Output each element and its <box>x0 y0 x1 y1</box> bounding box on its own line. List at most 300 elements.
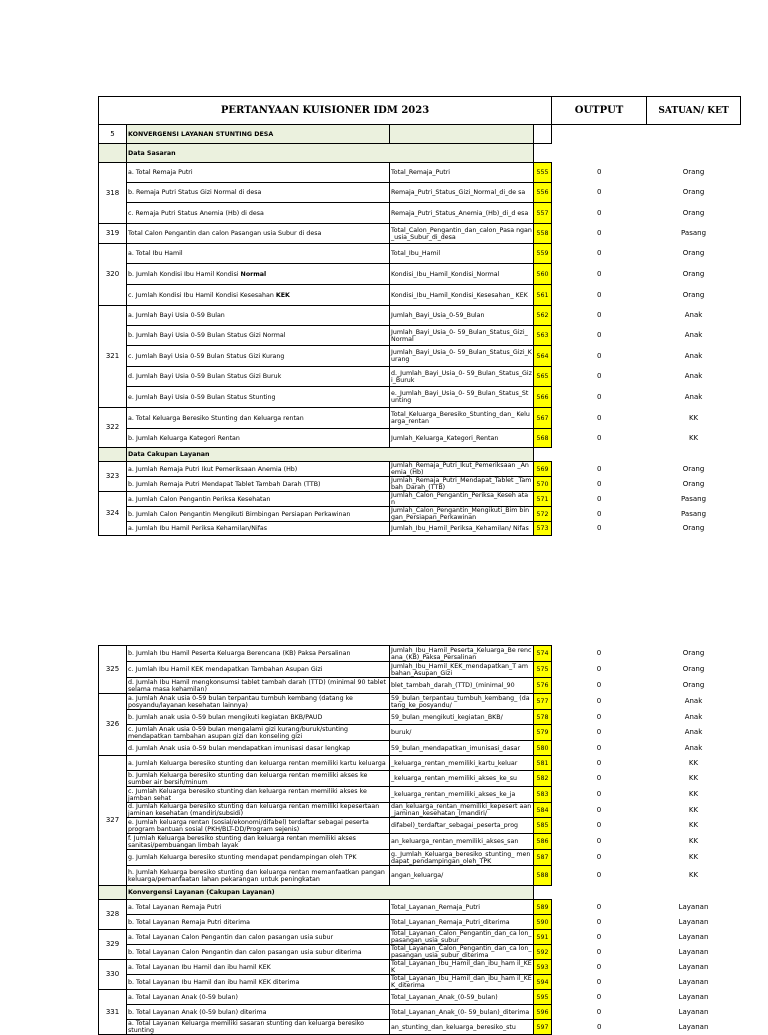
variable-name: Remaja_Putri_Status_Anemia_(Hb)_di_d esa <box>390 203 534 224</box>
unit-label: Layanan <box>678 992 709 1001</box>
output-value: 0 <box>596 853 602 861</box>
question-text <box>127 960 390 975</box>
table-row <box>99 1020 741 1035</box>
question-text <box>127 834 390 850</box>
question-label: f. Jumlah Keluarga beresiko stunting dan keluarga rentan memiliki akses sanitasi/pembuangan limbah layak <box>128 834 356 849</box>
unit-label: Anak <box>684 743 703 752</box>
question-text <box>127 850 390 866</box>
unit-label: KK <box>688 758 699 767</box>
table-row <box>99 756 741 771</box>
output-value: 0 <box>596 871 602 879</box>
questionnaire-table-bottom <box>98 645 741 1035</box>
variable-name: _keluarga_rentan_memiliki_akses_ke_su <box>390 771 534 787</box>
table-row <box>99 850 741 866</box>
variable-name: Jumlah_Calon_Pengantin_Periksa_Keseh atan <box>390 492 534 507</box>
variable-name: Jumlah_Remaja_Putri_Ikut_Pemeriksaan _Anemia_(Hb) <box>390 462 534 477</box>
variable-name: Total_Keluarga_Beresiko_Stunting_dan_ Keluarga_rentan <box>390 408 534 429</box>
table-row <box>99 945 741 960</box>
subsection-number-cell <box>99 448 127 462</box>
section-title-var-cell <box>390 125 534 144</box>
question-text <box>127 646 390 662</box>
field-code: 588 <box>534 866 552 886</box>
output-value: 0 <box>597 269 602 278</box>
question-text <box>127 975 390 990</box>
question-label: b. Jumlah Bayi Usia 0-59 Bulan Status Gizi Normal <box>128 332 286 339</box>
table-row <box>99 710 741 725</box>
question-label: b. Jumlah Calon Pengantin Mengikuti Bimbingan Persiapan Perkawinan <box>128 510 351 518</box>
field-code: 596 <box>534 1005 552 1020</box>
unit-label: Anak <box>684 331 703 339</box>
field-code: 574 <box>534 646 552 662</box>
subsection-output-cell <box>552 448 647 462</box>
field-code: 572 <box>534 507 552 522</box>
unit-label: Orang <box>682 249 705 257</box>
variable-name: Jumlah_Calon_Pengantin_Mengikuti_Bim bingan_Persiapan_Perkawinan <box>390 507 534 522</box>
variable-name: 59_bulan_mendapatkan_imunisasi_dasar <box>390 741 534 756</box>
question-label: a. Jumlah Keluarga beresiko stunting dan keluarga rentan memiliki kartu keluarga <box>128 759 386 767</box>
question-label: a. Total Layanan Ibu Hamil dan ibu hamil KEK <box>128 963 271 971</box>
table-row <box>99 678 741 694</box>
subsection-title: Konvergensi Layanan (Cakupan Layanan) <box>127 886 534 900</box>
question-text <box>127 224 390 244</box>
question-label: e. Jumlah Bayi Usia 0-59 Bulan Status Stunting <box>128 393 276 401</box>
question-label: c. Remaja Putri Status Anemia (Hb) di desa <box>128 209 264 217</box>
field-code: 580 <box>534 741 552 756</box>
subsection-output-cell <box>552 886 647 900</box>
variable-name: Total_Layanan_Anak_(0- 59_bulan)_diterima <box>390 1005 534 1020</box>
question-text <box>127 725 390 741</box>
field-code: 569 <box>534 462 552 477</box>
variable-name: Jumlah_Bayi_Usia_0-59_Bulan <box>390 306 534 326</box>
subsection-code-cell <box>534 448 552 462</box>
question-text <box>127 462 390 477</box>
output-value: 0 <box>597 168 602 176</box>
output-value: 0 <box>597 249 602 257</box>
field-code: 557 <box>534 203 552 224</box>
unit-label: Pasang <box>681 494 707 503</box>
question-text <box>127 507 390 522</box>
unit-label: Orang <box>682 188 705 196</box>
unit-label: Orang <box>682 269 705 278</box>
table-row <box>99 990 741 1005</box>
unit-label: KK <box>688 433 699 442</box>
table-row <box>99 694 741 710</box>
question-text <box>127 326 390 346</box>
table-row <box>99 492 741 507</box>
question-label: a. Total Ibu Hamil <box>128 250 183 257</box>
output-value: 0 <box>596 947 602 956</box>
question-label: a. Jumlah Calon Pengantin Periksa Kesehatan <box>128 495 271 503</box>
question-text <box>127 900 390 915</box>
output-value: 0 <box>597 479 602 488</box>
table-row <box>99 203 741 224</box>
variable-name: angan_keluarga/ <box>390 866 534 886</box>
output-value: 0 <box>596 790 602 798</box>
field-code: 562 <box>534 306 552 326</box>
variable-name: an_stunting_dan_keluarga_beresiko_stu <box>390 1020 534 1035</box>
question-label: b. Total Layanan Remaja Putri diterima <box>128 918 250 926</box>
question-label: a. Total Layanan Remaja Putri <box>128 903 222 911</box>
variable-name: Total_Layanan_Ibu_Hamil_dan_ibu_ham il_KEK <box>391 960 532 974</box>
question-label: b. Total Layanan Calon Pengantin dan calon pasangan usia subur diterima <box>128 948 362 956</box>
table-row <box>99 346 741 367</box>
output-value: 0 <box>596 977 602 986</box>
table-row <box>99 462 741 477</box>
field-code: 566 <box>534 387 552 408</box>
subsection-row-data-sasaran <box>99 144 741 163</box>
output-value: 0 <box>597 413 602 422</box>
table-row <box>99 477 741 492</box>
unit-label: Orang <box>682 665 705 673</box>
unit-label: KK <box>688 871 699 879</box>
table-row <box>99 662 741 678</box>
question-label: d. Jumlah Ibu Hamil mengkonsumsi tablet tambah darah (TTD) (minimal 90 tablet selama masa kehamilan) <box>128 678 386 693</box>
output-value: 0 <box>596 962 602 971</box>
field-code: 582 <box>534 771 552 787</box>
output-value: 0 <box>597 372 602 380</box>
question-text <box>127 915 390 930</box>
unit-label: Orang <box>682 168 705 176</box>
subsection-number-cell <box>99 886 127 900</box>
question-number: 318 <box>99 163 127 224</box>
field-code: 565 <box>534 367 552 387</box>
question-text <box>127 367 390 387</box>
question-text <box>127 756 390 771</box>
output-value: 0 <box>596 681 602 689</box>
question-number: 319 <box>99 224 127 244</box>
table-row <box>99 771 741 787</box>
header-output: OUTPUT <box>552 97 647 125</box>
table-row <box>99 930 741 945</box>
question-text <box>127 710 390 725</box>
question-text <box>127 818 390 834</box>
question-text <box>127 387 390 408</box>
output-value: 0 <box>596 697 602 705</box>
variable-name: Jumlah_Ibu_Hamil_KEK_mendapatkan_T ambahan_Asupan_Gizi <box>390 662 534 678</box>
question-label: b. Jumlah Keluarga Kategori Rentan <box>128 434 240 442</box>
output-value: 0 <box>597 311 602 319</box>
output-value: 0 <box>597 509 602 518</box>
variable-name: Total_Layanan_Ibu_Hamil_dan_ibu_ham il_KEK_diterima <box>391 975 532 989</box>
question-text <box>127 1020 390 1035</box>
unit-label: Orang <box>682 464 705 473</box>
variable-name: Total_Layanan_Calon_Pengantin_dan_ca lon_pasangan_usia_subur_diterima <box>391 945 532 959</box>
table-row <box>99 915 741 930</box>
table-row <box>99 1005 741 1020</box>
question-text <box>127 522 390 536</box>
question-number: 331 <box>99 990 127 1035</box>
output-value: 0 <box>596 774 602 782</box>
table-row <box>99 507 741 522</box>
output-value: 0 <box>597 188 602 196</box>
field-code: 570 <box>534 477 552 492</box>
question-label: b. Jumlah Kondisi Ibu Hamil Kondisi <box>128 270 241 278</box>
field-code: 576 <box>534 678 552 694</box>
output-value: 0 <box>597 464 602 473</box>
output-value: 0 <box>596 712 602 721</box>
table-row <box>99 975 741 990</box>
question-label: a. Jumlah Anak usia 0-59 bulan terpantau tumbuh kembang (datang ke posyandu/layanan kesehatan lainnya) <box>128 694 353 709</box>
question-number: 324 <box>99 492 127 536</box>
question-label: a. Jumlah Remaja Putri Ikut Pemeriksaan Anemia (Hb) <box>128 465 298 473</box>
table-row <box>99 408 741 429</box>
question-label: a. Total Keluarga Beresiko Stunting dan Keluarga rentan <box>128 414 304 422</box>
question-label: Total Calon Pengantin dan calon Pasangan usia Subur di desa <box>128 230 322 237</box>
question-emphasis: KEK <box>275 291 290 299</box>
field-code: 594 <box>534 975 552 990</box>
unit-label: Anak <box>684 712 703 721</box>
table-row <box>99 866 741 886</box>
output-value: 0 <box>597 229 602 237</box>
question-number: 325 <box>99 646 127 694</box>
output-value: 0 <box>596 902 602 911</box>
question-text <box>127 741 390 756</box>
question-label: e. Jumlah keluarga rentan (sosial/ekonomi/difabel) terdaftar sebagai peserta program bantuan sosial (PKH/BLT-DD/Program sejenis) <box>128 818 369 833</box>
table-row <box>99 326 741 346</box>
field-code: 586 <box>534 834 552 850</box>
question-label: a. Total Layanan Calon Pengantin dan calon pasangan usia subur <box>128 933 334 941</box>
field-code: 559 <box>534 244 552 264</box>
variable-name: Total_Calon_Pengantin_dan_calon_Pasa ngan_usia_Subur_di_desa <box>390 224 534 244</box>
question-text <box>127 492 390 507</box>
table-row <box>99 285 741 306</box>
field-code: 567 <box>534 408 552 429</box>
questionnaire-sheet-page-1 <box>98 96 740 540</box>
subsection-unit-cell <box>647 886 741 900</box>
variable-name: blet_tambah_darah_(TTD)_(minimal_90 <box>390 678 534 694</box>
table-row <box>99 244 741 264</box>
question-label: a. Jumlah Bayi Usia 0-59 Bulan <box>128 312 225 319</box>
field-code: 563 <box>534 326 552 346</box>
field-code: 585 <box>534 818 552 834</box>
question-text <box>127 285 390 306</box>
question-number: 321 <box>99 306 127 408</box>
unit-label: Layanan <box>678 917 709 926</box>
output-value: 0 <box>596 743 602 752</box>
unit-label: Anak <box>684 392 703 401</box>
output-value: 0 <box>597 351 602 360</box>
question-label: b. Jumlah anak usia 0-59 bulan mengikuti kegiatan BKB/PAUD <box>128 713 323 721</box>
unit-label: KK <box>688 413 699 422</box>
output-value: 0 <box>596 932 602 941</box>
subsection-unit-cell <box>647 448 741 462</box>
question-label: g. Jumlah Keluarga beresiko stunting mendapat pendampingan oleh TPK <box>128 854 357 861</box>
subsection-title: Data Sasaran <box>127 144 534 163</box>
section-title: KONVERGENSI LAYANAN STUNTING DESA <box>127 125 390 144</box>
variable-name: Total_Layanan_Anak_(0-59_bulan) <box>390 990 534 1005</box>
variable-name: Jumlah_Bayi_Usia_0- 59_Bulan_Status_Gizi_Normal <box>390 326 534 346</box>
question-label: a. Total Layanan Anak (0-59 bulan) <box>128 993 238 1001</box>
table-row <box>99 900 741 915</box>
output-value: 0 <box>596 837 602 845</box>
question-label: b. Jumlah Keluarga beresiko stunting dan keluarga rentan memiliki akses ke sumber air bersih/minum <box>128 771 368 786</box>
unit-label: Anak <box>684 697 703 705</box>
variable-name: e._Jumlah_Bayi_Usia_0- 59_Bulan_Status_Stunting <box>390 387 534 408</box>
section-row <box>99 125 741 144</box>
field-code: 578 <box>534 710 552 725</box>
unit-label: Orang <box>682 524 705 532</box>
output-value: 0 <box>596 917 602 926</box>
question-text <box>127 1005 390 1020</box>
header-satuan: SATUAN/ KET <box>647 97 741 125</box>
variable-name: Jumlah_Remaja_Putri_Mendapat_Tablet _Tambah_Darah_(TTB) <box>390 477 534 492</box>
unit-label: Orang <box>682 208 705 217</box>
field-code: 561 <box>534 285 552 306</box>
output-value: 0 <box>597 524 602 532</box>
field-code: 564 <box>534 346 552 367</box>
question-text <box>127 163 390 183</box>
unit-label: KK <box>688 805 699 814</box>
unit-label: Layanan <box>678 1022 709 1031</box>
question-label: a. Total Remaja Putri <box>128 169 193 176</box>
variable-name: Total_Layanan_Remaja_Putri <box>390 900 534 915</box>
variable-name: dan_keluarga_rentan_memiliki_kepesert aan_jaminan_kesehatan_(mandiri/ <box>390 803 534 818</box>
question-label: b. Jumlah Remaja Putri Mendapat Tablet Tambah Darah (TTB) <box>128 480 321 488</box>
question-number: 327 <box>99 756 127 886</box>
table-row <box>99 960 741 975</box>
table-row <box>99 306 741 326</box>
unit-label: Layanan <box>678 947 709 956</box>
table-row <box>99 741 741 756</box>
variable-name: Jumlah_Keluarga_Kategori_Rentan <box>390 429 534 448</box>
table-row <box>99 646 741 662</box>
output-value: 0 <box>596 728 602 736</box>
unit-label: Layanan <box>678 977 709 986</box>
table-row <box>99 429 741 448</box>
variable-name: difabel)_terdaftar_sebagai_peserta_prog <box>390 818 534 834</box>
question-text <box>127 990 390 1005</box>
variable-name: 59_bulan_terpantau_tumbuh_kembang_ (datang_ke_posyandu/ <box>390 694 534 710</box>
question-text <box>127 408 390 429</box>
unit-label: KK <box>688 790 699 798</box>
question-label: h. Jumlah Keluarga beresiko stunting dan keluarga rentan memanfaatkan pangan keluarga/pemanfaatan lahan pekarangan untuk peningkatan <box>128 868 385 883</box>
output-value: 0 <box>596 665 602 673</box>
question-label: d. Jumlah Bayi Usia 0-59 Bulan Status Gizi Buruk <box>128 373 282 380</box>
field-code: 587 <box>534 850 552 866</box>
question-label: c. Jumlah Ibu Hamil KEK mendapatkan Tambahan Asupan Gizi <box>128 666 323 673</box>
variable-name: g._Jumlah_Keluarga_beresiko_stunting_ mendapat_pendampingan_oleh_TPK <box>390 850 534 866</box>
unit-label: Orang <box>682 479 705 488</box>
field-code: 555 <box>534 163 552 183</box>
field-code: 579 <box>534 725 552 741</box>
unit-label: Pasang <box>681 509 707 518</box>
table-row <box>99 183 741 203</box>
question-text <box>127 183 390 203</box>
question-label: b. Jumlah Ibu Hamil Peserta Keluarga Berencana (KB) Paksa Persalinan <box>128 650 351 657</box>
question-label: c. Jumlah Anak usia 0-59 bulan mengalami gizi kurang/buruk/stunting mendapatkan tambahan asupan gizi dan konseling gizi <box>128 725 349 740</box>
unit-label: Anak <box>684 372 703 380</box>
unit-label: Layanan <box>678 932 709 941</box>
section-code-cell <box>534 125 552 144</box>
table-row <box>99 367 741 387</box>
field-code: 595 <box>534 990 552 1005</box>
variable-name: Jumlah_Ibu_Hamil_Periksa_Kehamilan/ Nifas <box>390 522 534 536</box>
question-text <box>127 264 390 285</box>
question-number: 320 <box>99 244 127 306</box>
output-value: 0 <box>596 805 602 814</box>
output-value: 0 <box>597 331 602 339</box>
output-value: 0 <box>597 433 602 442</box>
output-value: 0 <box>597 1022 602 1031</box>
output-value: 0 <box>596 649 602 657</box>
variable-name: Kondisi_Ibu_Hamil_Kondisi_Normal <box>390 264 534 285</box>
output-value: 0 <box>596 1007 602 1016</box>
variable-name: d._Jumlah_Bayi_Usia_0- 59_Bulan_Status_Gizi_Buruk <box>390 367 534 387</box>
field-code: 583 <box>534 787 552 803</box>
question-text <box>127 787 390 803</box>
question-text <box>127 945 390 960</box>
subsection-code-cell <box>534 886 552 900</box>
field-code: 577 <box>534 694 552 710</box>
unit-label: Anak <box>684 351 703 360</box>
question-label: a. Jumlah Ibu Hamil Periksa Kehamilan/Nifas <box>128 525 268 532</box>
question-text <box>127 930 390 945</box>
unit-label: KK <box>688 837 699 845</box>
output-value: 0 <box>597 208 602 217</box>
subsection-row <box>99 886 741 900</box>
field-code: 581 <box>534 756 552 771</box>
question-label: d. Jumlah Keluarga beresiko stunting dan keluarga rentan memiliki kepesertaan jaminan kesehatan (mandiri/subsidi) <box>128 803 380 817</box>
unit-label: Layanan <box>678 962 709 971</box>
question-number: 329 <box>99 930 127 960</box>
variable-name: Total_Ibu_Hamil <box>390 244 534 264</box>
question-emphasis: Normal <box>240 270 267 278</box>
output-value: 0 <box>596 758 602 767</box>
variable-name: Total_Layanan_Remaja_Putri_diterima <box>390 915 534 930</box>
field-code: 589 <box>534 900 552 915</box>
question-text <box>127 866 390 886</box>
unit-label: Pasang <box>681 229 707 237</box>
question-text <box>127 662 390 678</box>
table-row <box>99 224 741 244</box>
field-code: 597 <box>534 1020 552 1035</box>
table-row <box>99 264 741 285</box>
field-code: 593 <box>534 960 552 975</box>
field-code: 560 <box>534 264 552 285</box>
question-label: b. Remaja Putri Status Gizi Normal di desa <box>128 189 262 196</box>
field-code: 571 <box>534 492 552 507</box>
field-code: 556 <box>534 183 552 203</box>
unit-label: Layanan <box>678 1007 709 1016</box>
question-number: 322 <box>99 408 127 448</box>
question-number: 323 <box>99 462 127 492</box>
field-code: 558 <box>534 224 552 244</box>
question-text <box>127 803 390 818</box>
variable-name: Total_Layanan_Calon_Pengantin_dan_ca lon_pasangan_usia_subur <box>391 930 532 944</box>
unit-label: Orang <box>682 290 705 299</box>
question-label: b. Total Layanan Ibu Hamil dan ibu hamil KEK diterima <box>128 978 300 986</box>
table-row <box>99 387 741 408</box>
header-title: PERTANYAAN KUISIONER IDM 2023 <box>99 97 552 125</box>
question-text <box>127 346 390 367</box>
variable-name: Kondisi_Ibu_Hamil_Kondisi_Kesesahan_ KEK <box>390 285 534 306</box>
unit-label: KK <box>688 821 699 829</box>
variable-name: Remaja_Putri_Status_Gizi_Normal_di_de sa <box>390 183 534 203</box>
question-text <box>127 429 390 448</box>
unit-label: KK <box>688 774 699 782</box>
section-number: 5 <box>99 125 127 144</box>
question-text <box>127 306 390 326</box>
header-row <box>99 97 741 125</box>
field-code: 584 <box>534 803 552 818</box>
question-label: a. Total Layanan Keluarga memiliki sasaran stunting dan keluarga beresiko stunting <box>128 1020 365 1034</box>
questionnaire-table-top <box>98 96 741 536</box>
field-code: 573 <box>534 522 552 536</box>
question-text <box>127 244 390 264</box>
subsection-row <box>99 448 741 462</box>
field-code: 575 <box>534 662 552 678</box>
question-label: c. Jumlah Bayi Usia 0-59 Bulan Status Gizi Kurang <box>128 352 285 360</box>
